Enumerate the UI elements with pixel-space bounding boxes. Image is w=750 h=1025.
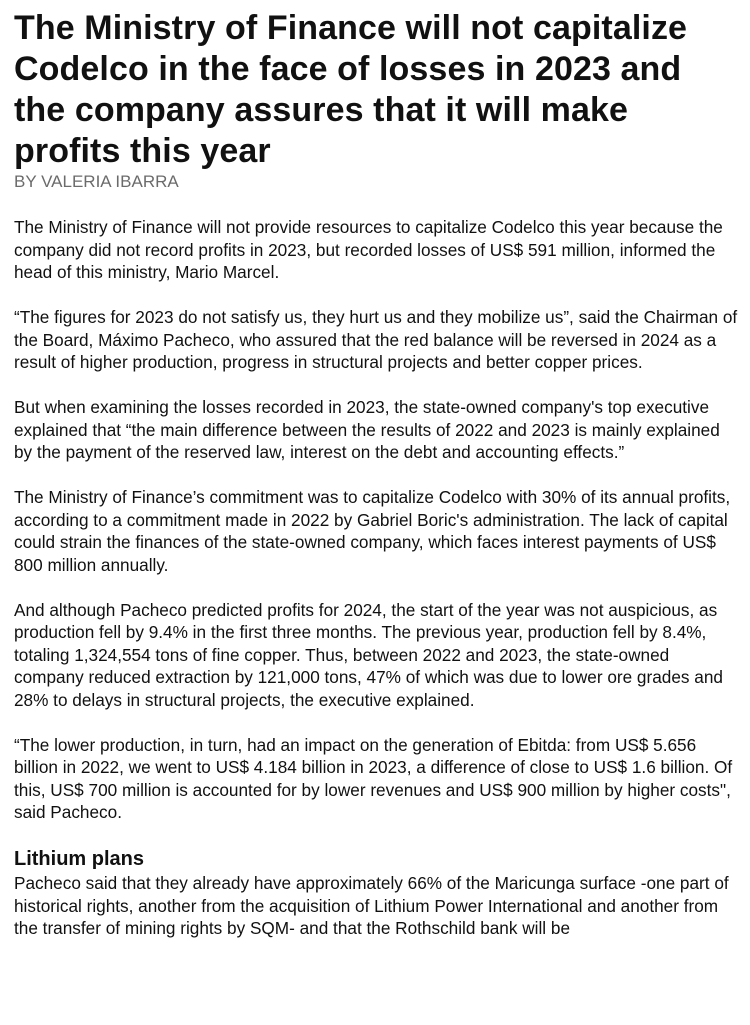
paragraph-5: And although Pacheco predicted profits for 2024, the start of the year was not auspicious, as production fell by 9.4% in the first three months. The previous year, production fell by 8.4%, totaling 1,324,554 tons of fine copper. Thus, between 2022 and 2023, the state-owned company reduced extraction by 121,000 tons, 47% of which was due to lower ore grades and 28% to delays in structural projects, the executive explained. xyxy=(14,599,723,710)
paragraph-4: The Ministry of Finance’s commitment was to capitalize Codelco with 30% of its annual profits, according to a commitment made in 2022 by Gabriel Boric's administration. The lack of capital could strain the finances of the state-owned company, which faces interest payments of US$ 800 million annually. xyxy=(14,487,731,575)
article-byline: BY VALERIA IBARRA xyxy=(14,172,179,191)
paragraph-3: But when examining the losses recorded in 2023, the state-owned company's top executive explained that “the main difference between the results of 2022 and 2023 is mainly explained by the payment of the reserved law, interest on the debt and accounting effects.” xyxy=(14,397,720,462)
article-body xyxy=(14,216,738,940)
paragraph-lithium: Pacheco said that they already have approximately 66% of the Maricunga surface -one part of historical rights, another from the acquisition of Lithium Power International and another from the transfer of mining rights by SQM- and that the Rothschild bank will be xyxy=(14,873,729,938)
article-headline: The Ministry of Finance will not capitalize Codelco in the face of losses in 2023 and the company assures that it will make profits this year xyxy=(14,9,688,170)
article xyxy=(14,8,738,940)
paragraph-1: The Ministry of Finance will not provide resources to capitalize Codelco this year because the company did not record profits in 2023, but recorded losses of US$ 591 million, informed the head of this ministry, Mario Marcel. xyxy=(14,217,723,282)
paragraph-6: “The lower production, in turn, had an impact on the generation of Ebitda: from US$ 5.656 billion in 2022, we went to US$ 4.184 billion in 2023, a difference of close to US$ 1.6 billion. Of this, US$ 700 million is accounted for by lower revenues and US$ 900 million by higher costs", said Pacheco. xyxy=(14,734,733,822)
paragraph-2: “The figures for 2023 do not satisfy us, they hurt us and they mobilize us”, said the Chairman of the Board, Máximo Pacheco, who assured that the red balance will be reversed in 2024 as a result of higher production, progress in structural projects and better copper prices. xyxy=(14,307,738,372)
section-heading-lithium-plans: Lithium plans xyxy=(14,848,144,870)
